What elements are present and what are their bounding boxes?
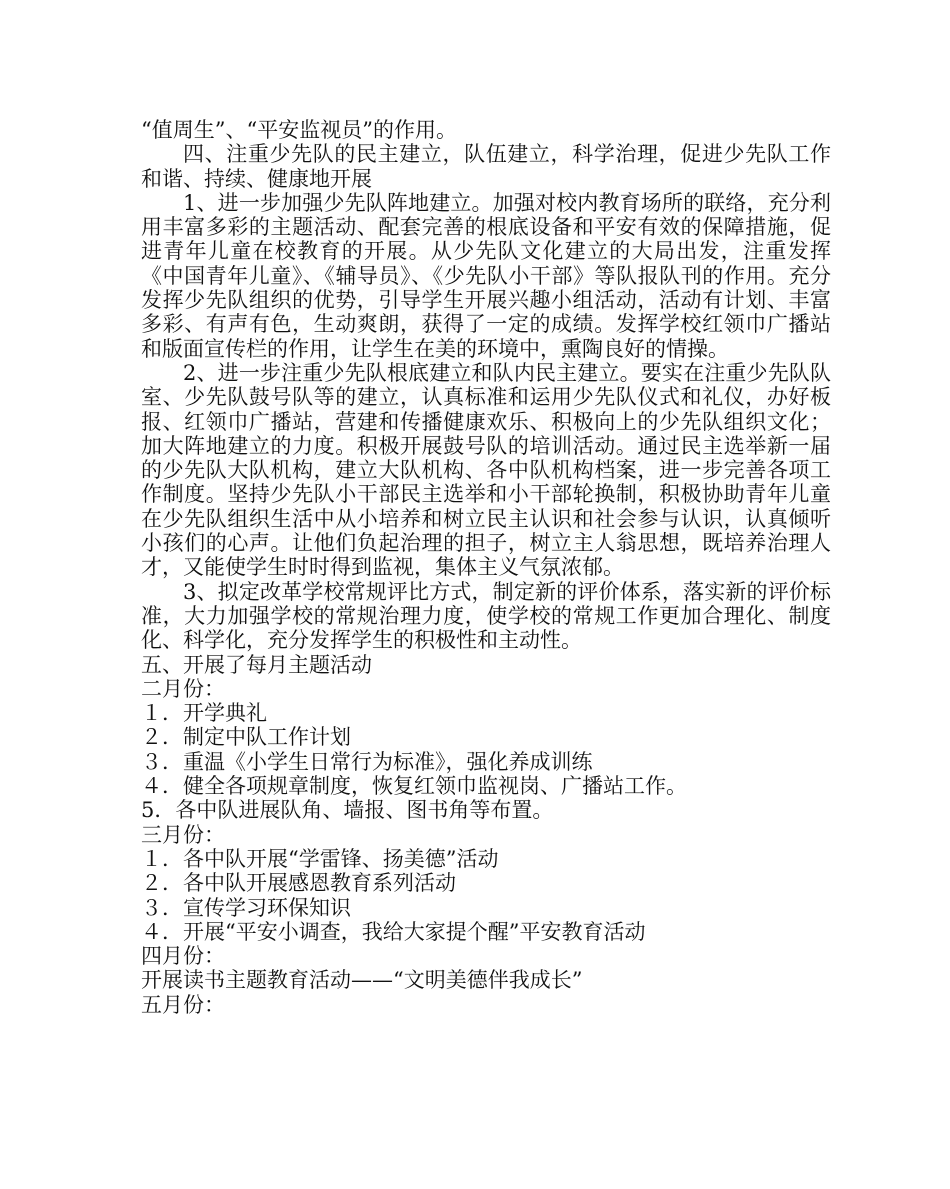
- list-item: ３．重温《小学生日常行为标准》，强化养成训练: [141, 749, 593, 774]
- month-heading: 四月份：: [141, 944, 225, 969]
- list-item: ２．制定中队工作计划: [141, 725, 351, 750]
- list-item: 开展读书主题教育活动——“文明美德伴我成长”: [141, 968, 583, 993]
- paragraph: “值周生”、“平安监视员”的作用。: [141, 118, 457, 142]
- list-item: １．开学典礼: [141, 701, 267, 726]
- section-heading: 五、开展了每月主题活动: [141, 652, 372, 677]
- paragraph: 3、拟定改革学校常规评比方式，制定新的评价体系，落实新的评价标准，大力加强学校的常规治理力度，使学校的常规工作更加合理化、制度化、科学化，充分发挥学生的积极性和主动性。: [141, 579, 831, 653]
- list-item: 5．各中队进展队角、墙报、图书角等布置。: [141, 798, 554, 823]
- month-heading: 三月份：: [141, 822, 225, 847]
- month-heading: 五月份：: [141, 992, 225, 1017]
- list-item: ３．宣传学习环保知识: [141, 895, 351, 920]
- list-item: １．各中队开展“学雷锋、扬美德”活动: [141, 846, 499, 871]
- paragraph: 1、进一步加强少先队阵地建立。加强对校内教育场所的联络，充分利用丰富多彩的主题活动、配套完善的根底设备和平安有效的保障措施，促进青年儿童在校教育的开展。从少先队文化建立的大局出发，注重发挥《中国青年儿童》、《辅导员》、《少先队小干部》等队报队刊的作用。充分发挥少先队组织的优势，引导学生开展兴趣小组活动，活动有计划、丰富多彩、有声有色，生动爽朗，获得了一定的成绩。发挥学校红领巾广播站和版面宣传栏的作用，让学生在美的环境中，熏陶良好的情操。: [141, 190, 831, 361]
- list-item: ２．各中队开展感恩教育系列活动: [141, 871, 456, 896]
- list-item: ４．健全各项规章制度，恢复红领巾监视岗、广播站工作。: [141, 774, 687, 799]
- section-heading: 四、注重少先队的民主建立，队伍建立，科学治理，促进少先队工作和谐、持续、健康地开展: [141, 142, 831, 191]
- paragraph: 2、进一步注重少先队根底建立和队内民主建立。要实在注重少先队队室、少先队鼓号队等的建立，认真标准和运用少先队仪式和礼仪，办好板报、红领巾广播站，营建和传播健康欢乐、积极向上的少先队组织文化；加大阵地建立的力度。积极开展鼓号队的培训活动。通过民主选举新一届的少先队大队机构，建立大队机构、各中队机构档案，进一步完善各项工作制度。坚持少先队小干部民主选举和小干部轮换制，积极协助青年儿童在少先队组织生活中从小培养和树立民主认识和社会参与认识，认真倾听小孩们的心声。让他们负起治理的担子，树立主人翁思想，既培养治理人才，又能使学生时时得到监视，集体主义气氛浓郁。: [141, 360, 831, 580]
- list-item: ４．开展“平安小调查，我给大家提个醒”平安教育活动: [141, 919, 646, 944]
- document-body: [141, 118, 831, 1017]
- month-heading: 二月份：: [141, 676, 225, 701]
